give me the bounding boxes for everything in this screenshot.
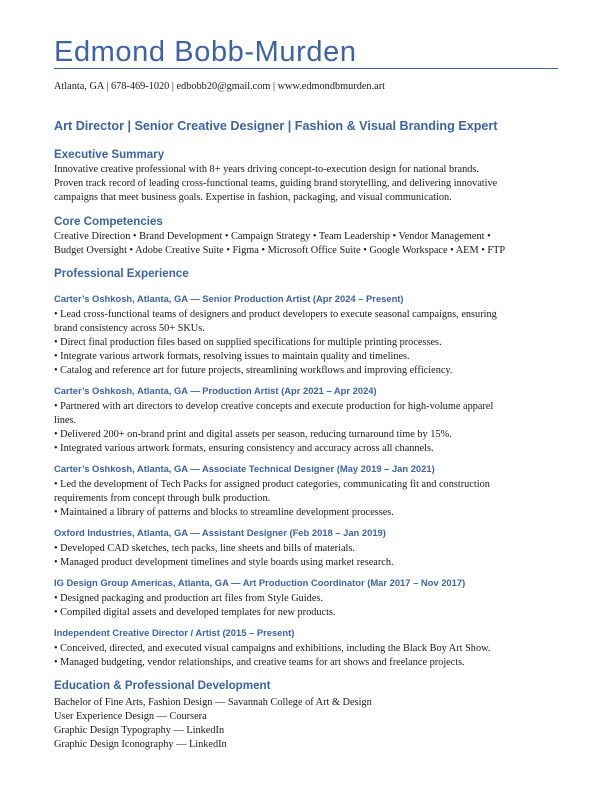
job-bullets: [54, 308, 560, 378]
executive-summary-section: [54, 146, 560, 205]
job-entry: [54, 384, 560, 456]
summary-line: Innovative creative professional with 8+ years driving concept-to-execution design for national brands.: [54, 164, 479, 175]
bullet-line: • Maintained a library of patterns and blocks to streamline development processes.: [54, 507, 394, 518]
job-title: IG Design Group Americas, Atlanta, GA — Art Production Coordinator (Mar 2017 – Nov 2017): [54, 577, 466, 588]
bullet-line: • Direct final production files based on supplied specifications for multiple printing processes.: [54, 337, 442, 348]
bullet-line: • Led the development of Tech Packs for assigned product categories, communicating fit and construction: [54, 479, 490, 490]
job-bullets: [54, 592, 560, 620]
education-line: User Experience Design — Coursera: [54, 711, 207, 722]
bullet-line: • Integrated various artwork formats, ensuring consistency and accuracy across all channels.: [54, 443, 434, 454]
job-bullets: [54, 478, 560, 520]
core-competencies-section: [54, 213, 560, 258]
education-line: Graphic Design Iconography — LinkedIn: [54, 739, 227, 750]
education-line: Bachelor of Fine Arts, Fashion Design — Savannah College of Art & Design: [54, 697, 372, 708]
bullet-line: • Developed CAD sketches, tech packs, line sheets and bills of materials.: [54, 543, 355, 554]
section-title: Core Competencies: [54, 215, 163, 228]
job-bullets: [54, 642, 560, 670]
bullet-line: • Delivered 200+ on-brand print and digital assets per season, reducing turnaround time by 15%.: [54, 429, 452, 440]
job-entry: [54, 292, 560, 378]
bullet-line: • Compiled digital assets and developed templates for new products.: [54, 607, 336, 618]
competencies-line: Budget Oversight • Adobe Creative Suite • Figma • Microsoft Office Suite • Google Workspace • AEM • FTP: [54, 245, 506, 256]
bullet-line: requirements from concept through bulk production.: [54, 493, 271, 504]
header-divider: [54, 68, 558, 69]
bullet-line: • Designed packaging and production art files from Style Guides.: [54, 593, 323, 604]
education-line: Graphic Design Typography — LinkedIn: [54, 725, 225, 736]
professional-headline: Art Director | Senior Creative Designer | Fashion & Visual Branding Expert: [54, 119, 498, 133]
job-title: Carter’s Oshkosh, Atlanta, GA — Senior Production Artist (Apr 2024 – Present): [54, 293, 404, 304]
job-bullets: [54, 542, 560, 570]
bullet-line: • Catalog and reference art for future projects, streamlining workflows and improving efficiency.: [54, 365, 453, 376]
resume-body: [54, 116, 560, 752]
job-entry: [54, 462, 560, 520]
bullet-line: • Managed product development timelines and style boards using market research.: [54, 557, 394, 568]
job-bullets: [54, 400, 560, 456]
summary-line: campaigns that meet business goals. Expertise in fashion, packaging, and visual communication.: [54, 192, 452, 203]
bullet-line: • Lead cross-functional teams of designers and product developers to execute seasonal campaigns, ensuring: [54, 309, 497, 320]
bullet-line: • Conceived, directed, and executed visual campaigns and exhibitions, including the Black Boy Art Show.: [54, 643, 491, 654]
bullet-line: • Managed budgeting, vendor relationships, and creative teams for art shows and freelance projects.: [54, 657, 465, 668]
job-entry: [54, 526, 560, 570]
bullet-line: • Integrate various artwork formats, resolving issues to maintain quality and timelines.: [54, 351, 410, 362]
section-title: Education & Professional Development: [54, 679, 271, 692]
professional-experience-section: [54, 265, 560, 670]
summary-line: Proven track record of leading cross-functional teams, guiding brand storytelling, and delivering innovative: [54, 178, 498, 189]
bullet-line: brand consistency across 50+ SKUs.: [54, 323, 205, 334]
bullet-line: lines.: [54, 415, 77, 426]
competencies-line: Creative Direction • Brand Development • Campaign Strategy • Team Leadership • Vendor Management •: [54, 231, 491, 242]
job-title: Independent Creative Director / Artist (2015 – Present): [54, 627, 295, 638]
contact-info: Atlanta, GA | 678-469-1020 | edbobb20@gmail.com | www.edmondbmurden.art: [54, 81, 385, 92]
job-entry: [54, 576, 560, 620]
job-entry: [54, 626, 560, 670]
job-title: Carter’s Oshkosh, Atlanta, GA — Associate Technical Designer (May 2019 – Jan 2021): [54, 463, 435, 474]
bullet-line: • Partnered with art directors to develop creative concepts and execute production for high-volume apparel: [54, 401, 494, 412]
section-title: Professional Experience: [54, 267, 189, 280]
section-title: Executive Summary: [54, 148, 165, 161]
job-title: Carter’s Oshkosh, Atlanta, GA — Production Artist (Apr 2021 – Apr 2024): [54, 385, 377, 396]
candidate-name: Edmond Bobb-Murden: [54, 36, 357, 68]
job-title: Oxford Industries, Atlanta, GA — Assistant Designer (Feb 2018 – Jan 2019): [54, 527, 386, 538]
education-section: [54, 677, 560, 752]
